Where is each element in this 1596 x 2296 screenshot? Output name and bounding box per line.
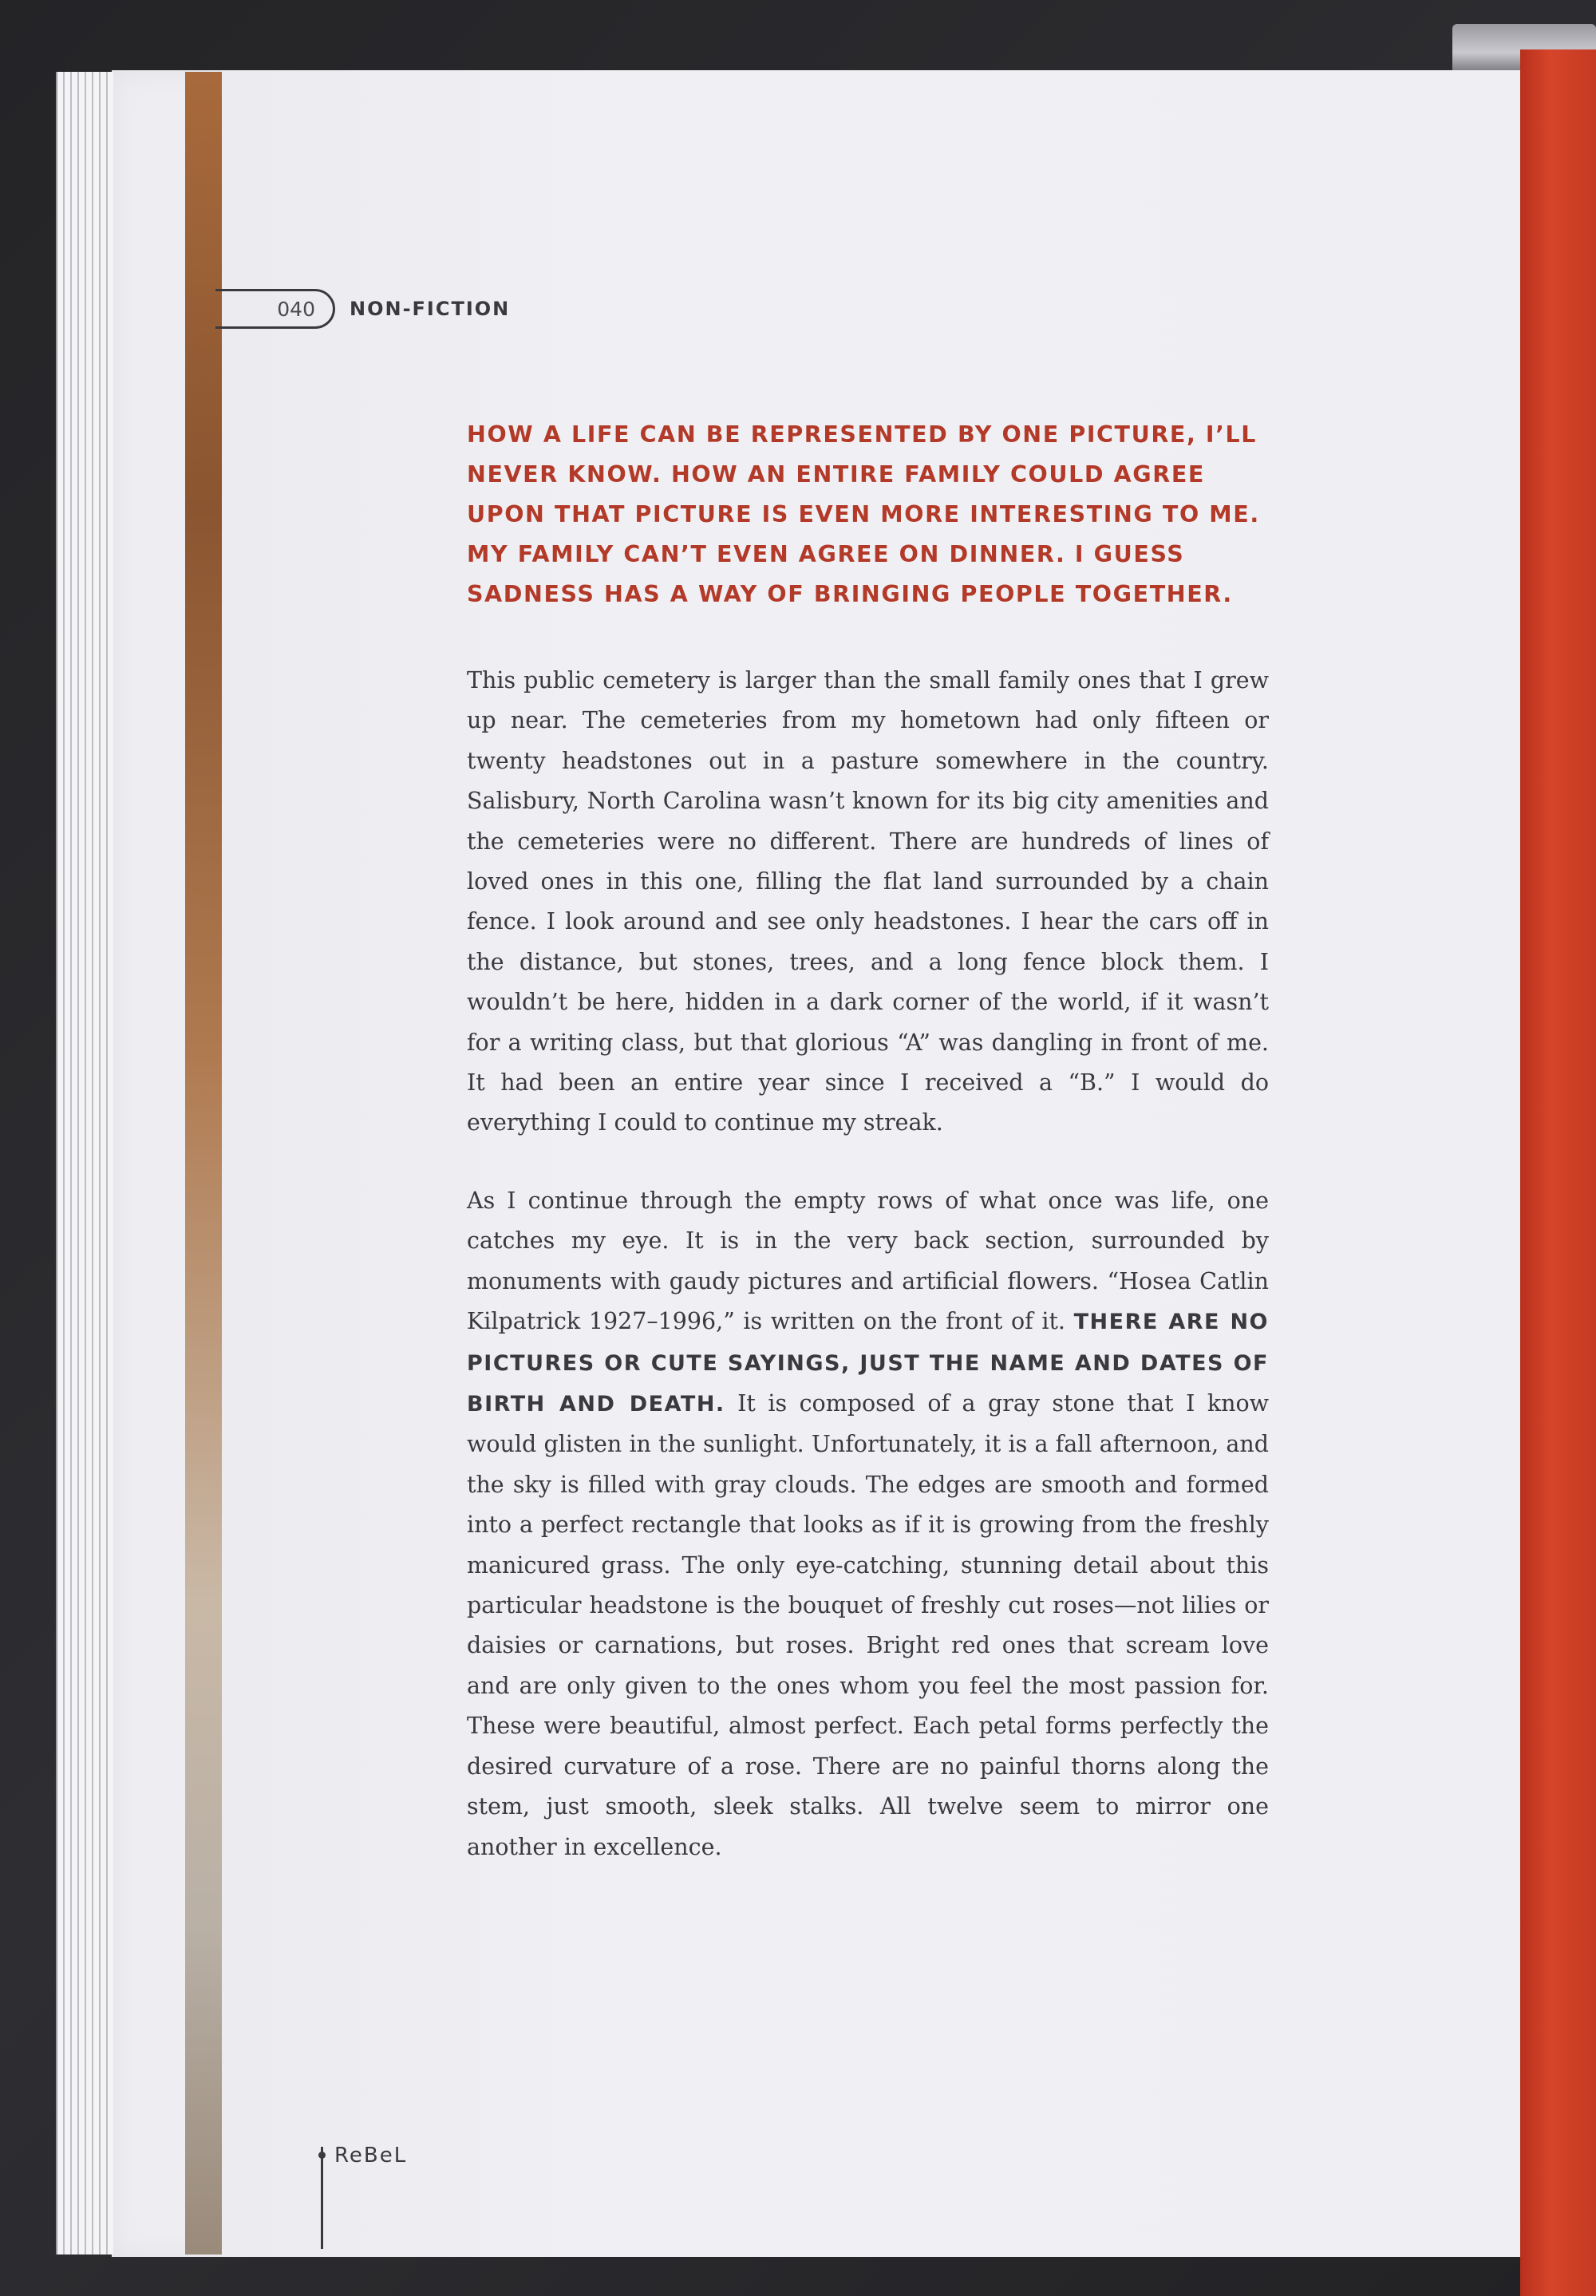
page-number: 040 [215,289,335,329]
book-cover-red [1520,49,1596,2296]
body-paragraph-1: This public cemetery is larger than the small family ones that I grew up near. The cemeteries from my hometown had only fifteen or twenty headstones out in a pasture somewhere in the country. Salisbury, North Carolina wasn’t known for its big city amenities and the cemeteries were no different. There are hundreds of lines of loved ones in this one, filling the flat land surrounded by a chain fence. I look around and see only headstones. I hear the cars off in the distance, but stones, trees, and a long fence block them. I wouldn’t be here, hidden in a dark corner of the world, if it wasn’t for a writing class, but that glorious “A” was dangling in front of me. It had been an entire year since I received a “B.” I would do everything I could to continue my streak. [467,667,1269,1136]
footer-label: ReBeL [334,2144,408,2168]
pull-quote: HOW A LIFE CAN BE REPRESENTED BY ONE PICTURE, I’LL NEVER KNOW. HOW AN ENTIRE FAMILY COULD AGREE UPON THAT PICTURE IS EVEN MORE INTERESTING TO ME. MY FAMILY CAN’T EVEN AGREE ON DINNER. I GUESS SADNESS HAS A WAY OF BRINGING PEOPLE TOGETHER. [467,421,1260,607]
running-header [215,289,510,329]
photo-strip [185,72,222,2255]
running-footer [321,2144,408,2249]
page-stack-edges [56,72,113,2255]
paragraph-2-emphasis: THERE ARE NO PICTURES OR CUTE SAYINGS, JUST THE NAME AND DATES OF BIRTH AND DEATH. [467,1310,1269,1417]
paragraph-2-end: It is composed of a gray stone that I know would glisten in the sunlight. Unfortunately, it is a fall afternoon, and the sky is filled with gray clouds. The edges are smooth and formed into a perfect rectangle that looks as if it is growing from the freshly manicured grass. The only eye-catching, stunning detail about this particular headstone is the bouquet of freshly cut roses—not lilies or daisies or carnations, but roses. Bright red ones that scream love and are only given to the ones whom you feel the most passion for. These were beautiful, almost perfect. Each petal forms perfectly the desired curvature of a rose. There are no painful thorns along the stem, just smooth, sleek stalks. All twelve seem to mirror one another in excellence. [467,1390,1269,1860]
page-content-area [222,70,1520,2257]
section-label: NON-FICTION [350,298,511,320]
footer-rule [321,2147,323,2249]
footer-dot-icon [318,2152,326,2159]
body-paragraph-2 [467,1181,1269,1867]
paragraph-2-start: As I continue through the empty rows of what once was life, one catches my eye. It is in the very back section, surrounded by monuments with gaudy pictures and artificial flowers. “Hosea Catlin Kilpatrick 1927–1996,” is written on the front of it. [467,1188,1269,1335]
